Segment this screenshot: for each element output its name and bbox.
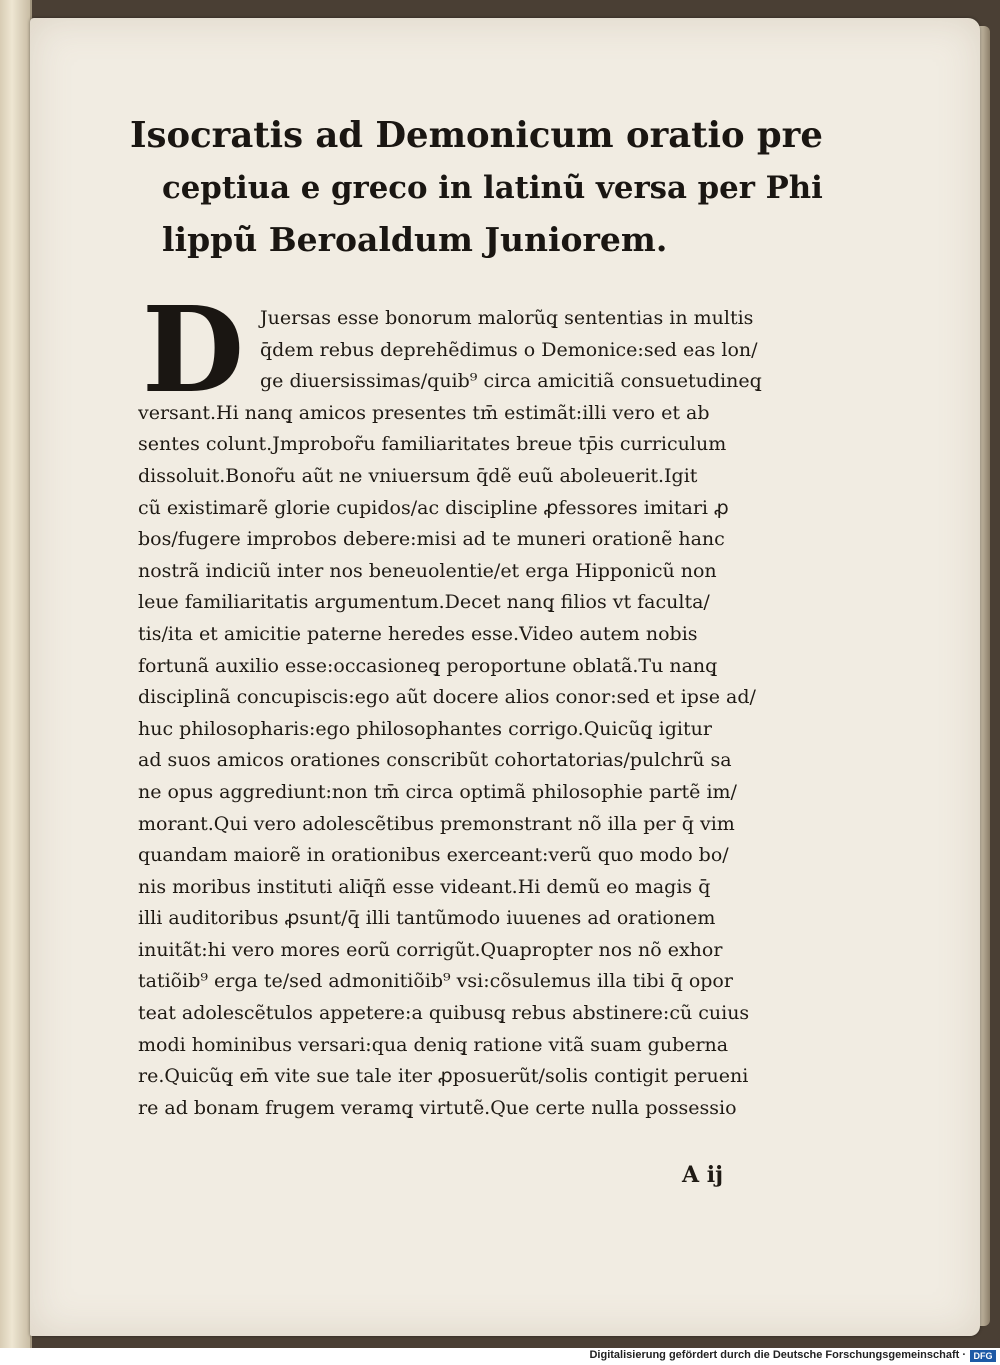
title-line: Isocratis ad Demonicum oratio pre [130, 115, 823, 156]
decorated-initial: D [141, 280, 245, 419]
text-line: fortunã auxilio esse:occasioneq̧ peroportune oblatã.Tu nanq̧ [138, 654, 718, 677]
text-line: modi hominibus versari:qua deniq̧ ratione vitã suam guberna [138, 1033, 729, 1056]
text-line: disciplinã concupiscis:ego aũt docere alios conor:sed et ipse ad/ [138, 686, 756, 709]
text-line: teat adolescẽtulos appetere:a quibusq̧ rebus abstinere:cũ cuius [138, 1002, 750, 1025]
dfg-logo[interactable]: DFG [970, 1350, 996, 1362]
signature-mark: A ij [682, 1162, 724, 1188]
title-line: ceptiua e greco in latinũ versa per Phi [162, 170, 823, 206]
text-line: q̄dem rebus deprehẽdimus o Demonice:sed eas lon/ [260, 338, 758, 361]
text-line: huc philosopharis:ego philosophantes corrigo.Quicũq̧ igitur [138, 717, 712, 740]
text-line: inuitãt:hi vero mores eorũ corrigũt.Quapropter nos nõ exhor [138, 938, 723, 961]
text-line: nostrã indiciũ inter nos beneuolentie/et erga Hipponicũ non [138, 559, 717, 582]
text-line: ad suos amicos orationes conscribũt cohortatorias/pulchrũ sa [138, 749, 732, 772]
text-line: ne opus aggrediunt:non tm̄ circa optimã philosophie partẽ im/ [138, 780, 737, 803]
text-line: dissoluit.Bonor̃u aũt ne vniuersum q̄dẽ euũ aboleuerit.Igit [138, 464, 698, 487]
footer-bar [0, 1348, 1000, 1365]
text-line: sentes colunt.Jmprobor̃u familiaritates breue tp̄is curriculum [138, 433, 727, 456]
funding-notice: Digitalisierung gefördert durch die Deutsche Forschungsgemeinschaft · [589, 1349, 966, 1361]
previous-page-edge [0, 0, 32, 1348]
title-line: lippũ Beroaldum Juniorem. [162, 220, 668, 259]
text-line: tatiõib⁹ erga te/sed admonitiõib⁹ vsi:cõsulemus illa tibi q̄ opor [138, 970, 733, 993]
text-line: versant.Hi nanq̧ amicos presentes tm̄ estimãt:illi vero et ab [138, 401, 710, 424]
text-line: Juersas esse bonorum malorũq̧ sententias in multis [260, 307, 754, 329]
text-line: quandam maiorẽ in orationibus exerceant:verũ quo modo bo/ [138, 844, 729, 867]
text-line: bos/fugere improbos debere:misi ad te muneri orationẽ hanc [138, 528, 725, 551]
text-line: re.Quicũq̧ em̄ vite sue tale iter ꝓposuerũt/solis contigit perueni [138, 1065, 749, 1088]
page-title [130, 110, 830, 266]
text-line: morant.Qui vero adolescẽtibus premonstrant nõ illa per q̄ vim [138, 812, 735, 835]
text-line: cũ existimarẽ glorie cupidos/ac discipline ꝓfessores imitari ꝓ [138, 496, 729, 519]
text-line: nis moribus instituti aliq̄ñ esse videant.Hi demũ eo magis q̄ [138, 875, 711, 898]
text-line: tis/ita et amicitie paterne heredes esse.Video autem nobis [138, 622, 698, 645]
body-text [138, 303, 818, 1124]
text-line: re ad bonam frugem veramq̧ virtutẽ.Que certe nulla possessio [138, 1096, 737, 1119]
text-line: illi auditoribus ꝓsunt/q̄ illi tantũmodo iuuenes ad orationem [138, 907, 716, 930]
text-line: leue familiaritatis argumentum.Decet nanq̧ filios vt faculta/ [138, 591, 710, 614]
text-line: ge diuersissimas/quib⁹ circa amicitiã consuetudineq̧ [260, 370, 762, 393]
